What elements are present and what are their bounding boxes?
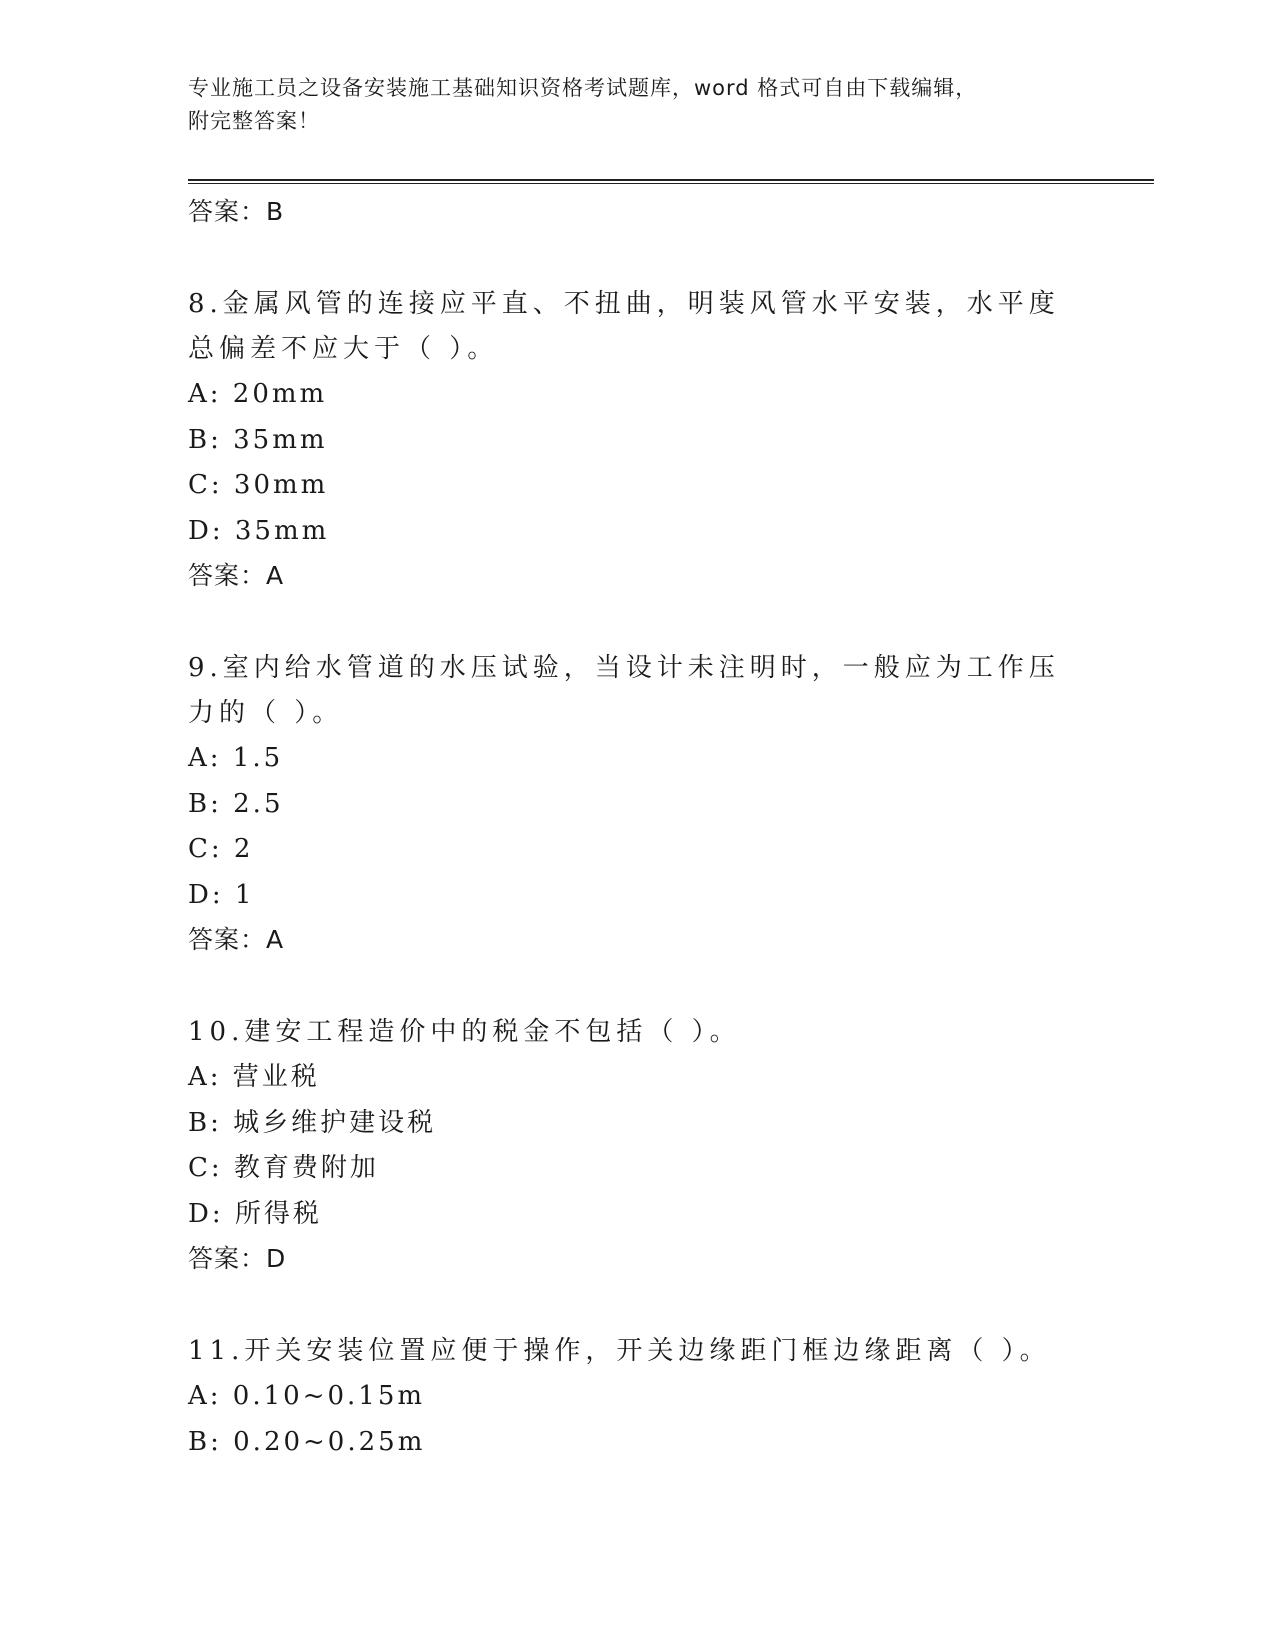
option-a: A: 营业税 — [188, 1062, 320, 1092]
header-line-2: 附完整答案！ — [188, 109, 320, 133]
question-stem: 9.室内给水管道的水压试验，当设计未注明时，一般应为工作压力的（ ）。 — [188, 653, 1060, 728]
header-line-1: 专业施工员之设备安装施工基础知识资格考试题库，word 格式可自由下载编辑， — [188, 76, 978, 100]
header-divider-thin — [188, 183, 1154, 184]
option-d: D: 35mm — [188, 515, 330, 546]
question-10 — [188, 1010, 1088, 1283]
question-list — [188, 190, 1088, 1465]
question-11 — [188, 1329, 1088, 1465]
answer-line: 答案：A — [188, 561, 285, 590]
option-b: B: 2.5 — [188, 788, 284, 819]
option-c: C: 教育费附加 — [188, 1153, 379, 1183]
document-header — [188, 72, 1088, 138]
answer-line: 答案：B — [188, 197, 285, 226]
option-a: A: 20mm — [188, 379, 328, 409]
option-b: B: 35mm — [188, 424, 328, 455]
question-stem: 11.开关安装位置应便于操作，开关边缘距门框边缘距离（ ）。 — [188, 1336, 1051, 1366]
question-9 — [188, 646, 1088, 964]
option-d: D: 所得税 — [188, 1198, 322, 1229]
option-a: A: 1.5 — [188, 743, 284, 773]
header-divider — [188, 179, 1154, 181]
option-b: B: 0.20~0.25m — [188, 1426, 426, 1457]
question-8 — [188, 282, 1088, 600]
answer-line: 答案：A — [188, 925, 285, 954]
option-c: C: 30mm — [188, 470, 329, 500]
question-stem: 8.金属风管的连接应平直、不扭曲，明装风管水平安装，水平度总偏差不应大于（ ）。 — [188, 289, 1060, 364]
option-a: A: 0.10~0.15m — [188, 1381, 426, 1411]
option-b: B: 城乡维护建设税 — [188, 1107, 437, 1138]
option-c: C: 2 — [188, 834, 254, 864]
option-d: D: 1 — [188, 879, 255, 910]
answer-line: 答案：D — [188, 1244, 287, 1273]
question-stem: 10.建安工程造价中的税金不包括（ ）。 — [188, 1017, 741, 1047]
